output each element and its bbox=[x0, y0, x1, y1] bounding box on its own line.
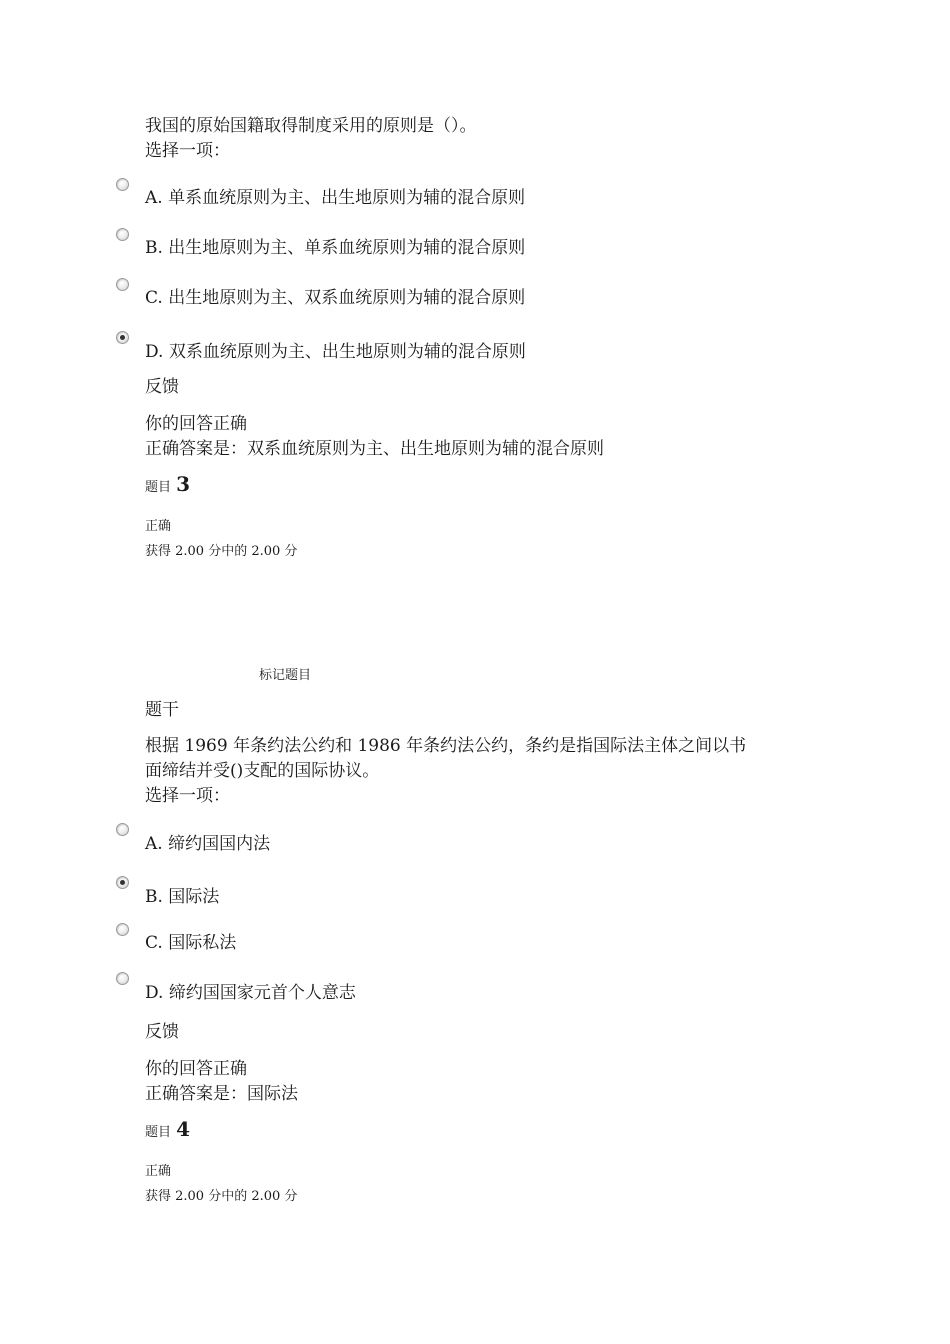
question-2-option-a-radio[interactable] bbox=[116, 178, 129, 191]
question-3-choose-label: 选择一项： bbox=[145, 786, 230, 806]
question-2-prompt: 我国的原始国籍取得制度采用的原则是（）。 bbox=[145, 116, 477, 136]
question-2-option-a-label[interactable]: A. 单系血统原则为主、出生地原则为辅的混合原则 bbox=[145, 188, 526, 208]
question-3-stem-label: 题干 bbox=[145, 700, 179, 720]
question-3-result: 你的回答正确 bbox=[145, 1059, 247, 1079]
question-3-score: 获得 2.00 分中的 2.00 分 bbox=[145, 544, 298, 559]
question-2-choose-label: 选择一项： bbox=[145, 141, 230, 161]
question-2-option-c-label[interactable]: C. 出生地原则为主、双系血统原则为辅的混合原则 bbox=[145, 288, 526, 308]
question-3-option-c-radio[interactable] bbox=[116, 923, 129, 936]
question-3-prompt-line-2: 面缔结并受()支配的国际协议。 bbox=[145, 761, 380, 781]
question-2-option-d-label[interactable]: D. 双系血统原则为主、出生地原则为辅的混合原则 bbox=[145, 342, 526, 362]
question-2-option-b-label[interactable]: B. 出生地原则为主、单系血统原则为辅的混合原则 bbox=[145, 238, 526, 258]
question-4-heading bbox=[145, 1117, 190, 1142]
question-3-option-d-radio[interactable] bbox=[116, 972, 129, 985]
question-3-flag-button[interactable]: 标记题目 bbox=[259, 668, 312, 683]
question-3-prompt-line-1: 根据 1969 年条约法公约和 1986 年条约法公约，条约是指国际法主体之间以书 bbox=[145, 736, 747, 756]
question-2-feedback-label: 反馈 bbox=[145, 377, 179, 397]
question-3-option-a-radio[interactable] bbox=[116, 823, 129, 836]
question-2-result: 你的回答正确 bbox=[145, 414, 247, 434]
question-3-option-b-label[interactable]: B. 国际法 bbox=[145, 887, 220, 907]
question-2-option-b-radio[interactable] bbox=[116, 228, 129, 241]
question-3-correct-answer: 正确答案是：国际法 bbox=[145, 1084, 298, 1104]
question-3-option-a-label[interactable]: A. 缔约国国内法 bbox=[145, 834, 271, 854]
question-4-status: 正确 bbox=[145, 1164, 172, 1179]
question-4-score: 获得 2.00 分中的 2.00 分 bbox=[145, 1189, 298, 1204]
question-3-feedback-label: 反馈 bbox=[145, 1022, 179, 1042]
question-3-heading-label: 题目 bbox=[145, 480, 172, 495]
question-3-option-b-radio[interactable] bbox=[116, 876, 129, 889]
question-4-heading-label: 题目 bbox=[145, 1125, 172, 1140]
question-3-option-c-label[interactable]: C. 国际私法 bbox=[145, 933, 237, 953]
question-3-status: 正确 bbox=[145, 519, 172, 534]
question-2-option-d-radio[interactable] bbox=[116, 331, 129, 344]
question-3-option-d-label[interactable]: D. 缔约国国家元首个人意志 bbox=[145, 983, 356, 1003]
question-2-option-c-radio[interactable] bbox=[116, 278, 129, 291]
question-3-heading-number: 3 bbox=[176, 472, 191, 496]
question-4-heading-number: 4 bbox=[176, 1117, 191, 1141]
question-3-heading bbox=[145, 472, 190, 497]
question-2-correct-answer: 正确答案是：双系血统原则为主、出生地原则为辅的混合原则 bbox=[145, 439, 604, 459]
